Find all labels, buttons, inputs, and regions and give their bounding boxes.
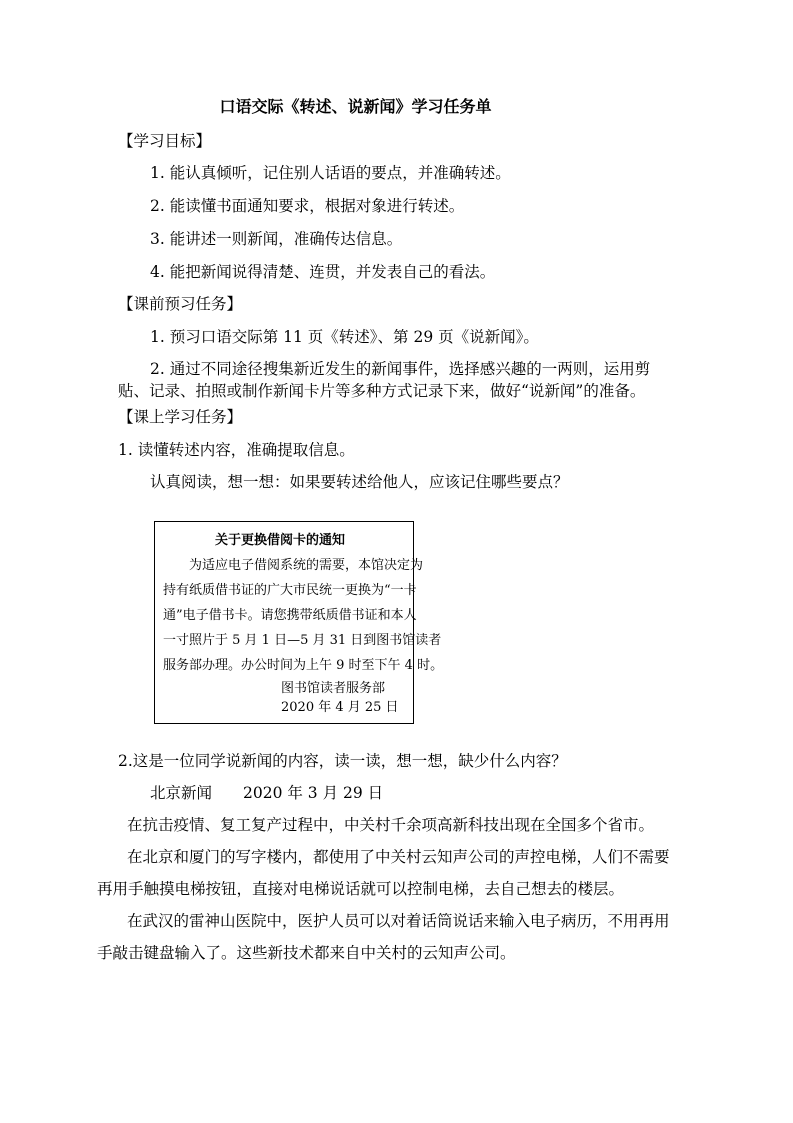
news-paragraph-3-line-1: 在武汉的雷神山医院中，医护人员可以对着话筒说话来输入电子病历，不用再用 (127, 912, 670, 930)
notice-signer: 图书馆读者服务部 (281, 681, 386, 696)
notice-box (154, 521, 444, 724)
goals-heading: 【学习目标】 (118, 132, 212, 150)
goal-item-1: 1. 能认真倾听，记住别人话语的要点，并准确转述。 (150, 164, 511, 182)
goal-item-2: 2. 能读懂书面通知要求，根据对象进行转述。 (150, 197, 465, 215)
news-paragraph-2-line-1: 在北京和厦门的写字楼内，都使用了中关村云知声公司的声控电梯，人们不需要 (127, 848, 670, 866)
news-paragraph-3-line-2: 手敲击键盘输入了。这些新技术都来自中关村的云知声公司。 (97, 944, 516, 962)
goal-item-4: 4. 能把新闻说得清楚、连贯，并发表自己的看法。 (150, 263, 496, 281)
notice-line-1: 为适应电子借阅系统的需要，本馆决定为 (189, 558, 424, 573)
notice-line-5: 服务部办理。办公时间为上午 9 时至下午 4 时。 (163, 658, 444, 673)
page-title: 口语交际《转述、说新闻》学习任务单 (219, 97, 492, 116)
news-paragraph-1: 在抗击疫情、复工复产过程中，中关村千余项高新科技出现在全国多个省市。 (127, 816, 655, 834)
task-1-prompt: 认真阅读，想一想：如果要转述给他人，应该记住哪些要点？ (150, 473, 569, 491)
notice-line-3: 通”电子借书卡。请您携带纸质借书证和本人 (163, 608, 417, 623)
news-date: 2020 年 3 月 29 日 (243, 784, 384, 802)
news-source: 北京新闻 (150, 784, 213, 802)
task-2: 2.这是一位同学说新闻的内容，读一读，想一想，缺少什么内容？ (118, 752, 567, 770)
notice-line-4: 一寸照片于 5 月 1 日—5 月 31 日到图书馆读者 (163, 633, 442, 648)
news-paragraph-2-line-2: 再用手触摸电梯按钮，直接对电梯说话就可以控制电梯，去自己想去的楼层。 (97, 880, 625, 898)
class-tasks-heading: 【课上学习任务】 (118, 408, 243, 426)
goal-item-3: 3. 能讲述一则新闻，准确传达信息。 (150, 230, 403, 248)
preview-item-2-line-1: 2. 通过不同途径搜集新近发生的新闻事件，选择感兴趣的一两则，运用剪 (150, 360, 651, 378)
preview-item-2-line-2: 贴、记录、拍照或制作新闻卡片等多种方式记录下来，做好“说新闻”的准备。 (118, 382, 646, 400)
preview-item-1: 1. 预习口语交际第 11 页《转述》、第 29 页《说新闻》。 (150, 328, 539, 346)
notice-line-2: 持有纸质借书证的广大市民统一更换为“一卡 (163, 583, 417, 598)
notice-date: 2020 年 4 月 25 日 (281, 700, 399, 715)
preview-heading: 【课前预习任务】 (118, 295, 243, 313)
notice-title: 关于更换借阅卡的通知 (215, 533, 346, 548)
task-1: 1. 读懂转述内容，准确提取信息。 (118, 441, 355, 459)
